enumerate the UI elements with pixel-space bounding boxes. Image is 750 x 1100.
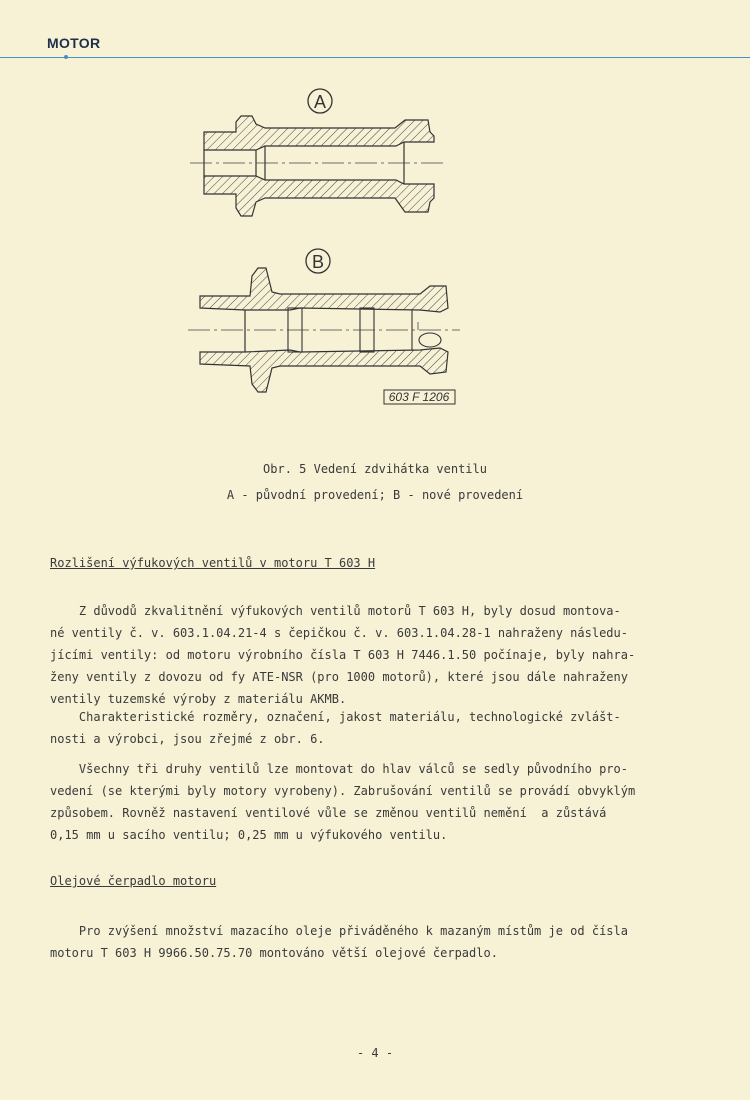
drawing-b <box>188 249 460 392</box>
section-header: MOTOR <box>47 35 101 51</box>
paragraph-valves-2: Charakteristické rozměry, označení, jakost materiálu, technologické zvlášt- nosti a výrobci, jsou zřejmé z obr. 6. <box>50 710 621 746</box>
valve-lifter-drawing <box>0 0 750 420</box>
label-a: A <box>313 92 327 112</box>
section-heading-valves: Rozlišení výfukových ventilů v motoru T 603 H <box>50 556 376 570</box>
page-number: - 4 - <box>356 1046 394 1060</box>
paragraph-valves-1: Z důvodů zkvalitnění výfukových ventilů motorů T 603 H, byly dosud montova- né ventily č. v. 603.1.04.21-4 s čepičkou č. v. 603.1.04.28-1 nahraženy následu- jícími ventily: od motoru výrobního čísla T 603 H 7446.1.50 počínaje, byly nahra- ženy ventily z dovozu od fy ATE-NSR (pro 1000 motorů), které jsou dále nahraženy ventily tuzemské výroby z materiálu AKMB. <box>50 604 636 706</box>
section-heading-oil-pump: Olejové čerpadlo motoru <box>50 874 217 888</box>
paragraph-valves-3: Všechny tři druhy ventilů lze montovat do hlav válců se sedly původního pro- vedení (se kterými byly motory vyrobeny). Zabrušování ventilů se provádí obvyklým způsobem. Rovněž nastavení ventilové vůle se změnou ventilů nemění a zůstává 0,15 mm u sacího ventilu; 0,25 mm u výfukového ventilu. <box>50 762 636 842</box>
drawing-a <box>190 89 445 216</box>
wall-a-upper <box>204 116 434 150</box>
figure-caption-title: Obr. 5 Vedení zdvihátka ventilu <box>263 462 487 476</box>
wall-b-lower <box>200 348 448 392</box>
figure-caption-sub: A - původní provedení; B - nové provedení <box>226 488 524 502</box>
wall-a-lower <box>204 176 434 216</box>
label-b: B <box>311 252 325 272</box>
wall-b-upper <box>200 268 448 312</box>
paragraph-oil-pump: Pro zvýšení množství mazacího oleje přiváděného k mazaným místům je od čísla motoru T 603 H 9966.50.75.70 montováno větší olejové čerpadlo. <box>50 924 628 960</box>
oil-hole <box>419 333 441 347</box>
drawing-code: 603 F 1206 <box>388 390 450 404</box>
